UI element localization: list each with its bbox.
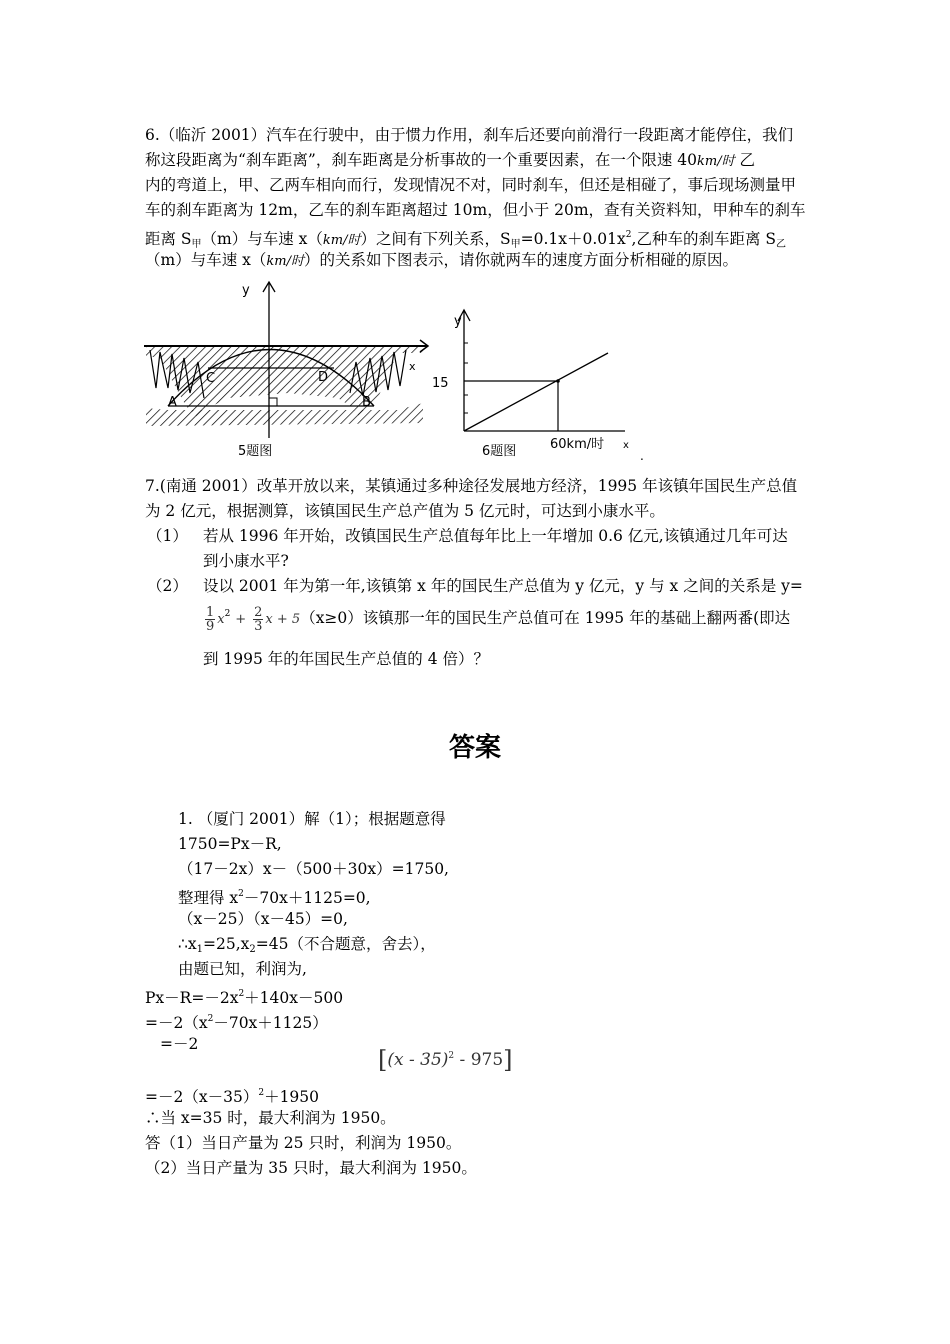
answer-title: 答案 — [448, 733, 501, 763]
a6-text: ∴x — [178, 935, 197, 953]
q6-line-2-end: 乙 — [734, 151, 756, 169]
a8-text-b: ＋140x－500 — [244, 989, 344, 1007]
q6-line-4: 车的刹车距离为 12m，乙车的刹车距离超过 10m，但小于 20m，查有关资料知，甲种车的刹车 — [145, 201, 806, 219]
plus-sign: + — [235, 612, 247, 627]
q6-l5-sup: 2 — [625, 230, 632, 240]
a11-sup: 2 — [258, 1088, 265, 1098]
left-bracket: [ — [378, 1046, 388, 1074]
q7-part2-num: （2） — [147, 577, 188, 595]
right-angle-mark — [269, 398, 277, 406]
fig5-c-label: C — [206, 371, 216, 386]
fig5-caption: 5题图 — [238, 444, 273, 459]
answer-line-2: 1750=Px－R, — [178, 835, 282, 853]
a9-text-b: －70x＋1125） — [213, 1014, 328, 1032]
bracket-expression — [378, 1044, 513, 1072]
q6-l5-b: （m）与车速 x（ — [201, 230, 323, 248]
var-x: x — [217, 612, 225, 627]
answer-line-9 — [145, 1008, 328, 1034]
answer-line-13: 答（1）当日产量为 25 只时，利润为 1950。 — [145, 1134, 462, 1152]
speed-unit: km/时 — [697, 154, 735, 169]
q6-l6-a: （m）与车速 x（ — [145, 251, 267, 269]
q7-part2-line2-rest: （x≥0）该镇那一年的国民生产总值可在 1995 年的基础上翻两番(即达 — [300, 609, 791, 627]
fig6-y-tick-label: 15 — [432, 376, 449, 391]
answer-line-10: =－2 — [160, 1035, 199, 1053]
q6-line-1: 6.（临沂 2001）汽车在行驶中，由于惯力作用，刹车后还要向前滑行一段距离才能停住，我们 — [145, 126, 794, 144]
fig5-d-label: D — [318, 370, 329, 385]
q7-part1-line2: 到小康水平? — [203, 552, 289, 570]
q6-l5-d: =0.1x＋0.01x — [520, 230, 626, 248]
q6-line-6 — [145, 249, 738, 273]
x-squared-sup: 2 — [224, 609, 231, 619]
frac-num: 1 — [206, 604, 215, 620]
answer-line-8 — [145, 983, 343, 1009]
answer-line-3: （17－2x）x－（500＋30x）=1750, — [178, 860, 449, 878]
q7-line-1: 7.(南通 2001）改革开放以来，某镇通过多种途径发展地方经济，1995 年该镇年国民生产总值 — [145, 477, 798, 495]
figure-6 — [420, 305, 650, 465]
a11-text-b: ＋1950 — [264, 1088, 320, 1106]
speed-unit: km/时 — [322, 233, 361, 248]
q7-part2-line2 — [203, 603, 790, 633]
q6-line-2 — [145, 149, 755, 173]
bracket-expr-b: - 975 — [454, 1050, 504, 1070]
fig5-a-label: A — [168, 395, 177, 410]
speed-unit: km/时 — [266, 254, 304, 269]
q6-l5-sub3: 乙 — [776, 239, 786, 250]
bracket-sup: 2 — [448, 1051, 455, 1061]
data-line — [464, 353, 608, 431]
q7-part2-line3: 到 1995 年的年国民生产总值的 4 倍）？ — [203, 650, 490, 668]
frac-num: 2 — [254, 604, 263, 620]
a4-sup: 2 — [238, 889, 244, 899]
a6-sub2: 2 — [249, 944, 256, 955]
bracket-expr-a: (x - 35) — [387, 1050, 449, 1070]
answer-line-12: ∴当 x=35 时，最大利润为 1950。 — [145, 1109, 396, 1127]
a11-text: =－2（x－35） — [145, 1088, 259, 1106]
answer-line-5: （x－25）（x－45）=0, — [178, 910, 348, 928]
answer-line-6 — [178, 933, 436, 961]
a4-text: 整理得 x — [178, 889, 239, 907]
q7-part2-line1: 设以 2001 年为第一年,该镇第 x 年的国民生产总值为 y 亿元，y 与 x 之间的关系是 y= — [203, 577, 803, 595]
q6-line-3: 内的弯道上，甲、乙两车相向而行，发现情况不对，同时刹车，但还是相碰了，事后现场测量甲 — [145, 176, 797, 194]
q7-part1-num: （1） — [147, 527, 188, 545]
fraction-one-ninth — [205, 606, 215, 633]
a6-text-c: =45（不合题意，舍去）， — [255, 935, 436, 953]
answer-line-1: 1. （厦门 2001）解（1）；根据题意得 — [178, 810, 446, 828]
q6-l5-sub1: 甲 — [191, 239, 202, 250]
a4-text-b: －70x＋1125=0, — [243, 889, 371, 907]
fig6-x-label: x — [623, 440, 629, 451]
q6-l5-a: 距离 S — [145, 230, 192, 248]
fig6-y-label: y — [454, 314, 462, 329]
answer-line-11 — [145, 1082, 319, 1108]
fraction-two-thirds — [253, 606, 263, 633]
right-bracket: ] — [503, 1046, 513, 1074]
a9-text: =－2（x — [145, 1014, 208, 1032]
fig6-caption: 6题图 — [482, 444, 517, 459]
a6-sub1: 1 — [196, 944, 203, 955]
q6-l5-sub2: 甲 — [510, 239, 521, 250]
a8-text: Px－R=－2x — [145, 989, 239, 1007]
answer-line-7: 由题已知，利润为, — [178, 960, 307, 978]
var-x-plus-5: x + 5 — [265, 612, 301, 627]
intersection-point — [556, 379, 560, 383]
q6-line-2-text: 称这段距离为“刹车距离”，刹车距离是分析事故的一个重要因素，在一个限速 40 — [145, 151, 698, 169]
frac-den: 9 — [206, 618, 215, 634]
fig5-b-label: B — [362, 395, 371, 410]
fig6-x-tick-label: 60km/时 — [550, 437, 605, 452]
answer-line-14: （2）当日产量为 35 只时，最大利润为 1950。 — [145, 1159, 477, 1177]
frac-den: 3 — [254, 618, 263, 634]
answer-line-4 — [178, 883, 371, 909]
fig5-y-label: y — [242, 283, 250, 298]
q6-l6-b: ）的关系如下图表示，请你就两车的速度方面分析相碰的原因。 — [303, 251, 738, 269]
fig6-dot: . — [640, 449, 644, 463]
q7-part1-line1: 若从 1996 年开始，改镇国民生产总值每年比上一年增加 0.6 亿元,该镇通过几年可达 — [203, 527, 788, 545]
fig5-x-label: x — [409, 360, 416, 373]
q6-l5-e: ,乙种车的刹车距离 S — [631, 230, 776, 248]
a8-sup: 2 — [238, 989, 245, 999]
a6-text-b: =25,x — [202, 935, 250, 953]
a9-sup: 2 — [207, 1014, 214, 1024]
q6-l5-c: ）之间有下列关系，S — [360, 230, 511, 248]
figure-5 — [138, 278, 438, 468]
q7-line-2: 为 2 亿元，根据测算，该镇国民生产总产值为 5 亿元时，可达到小康水平。 — [145, 502, 665, 520]
